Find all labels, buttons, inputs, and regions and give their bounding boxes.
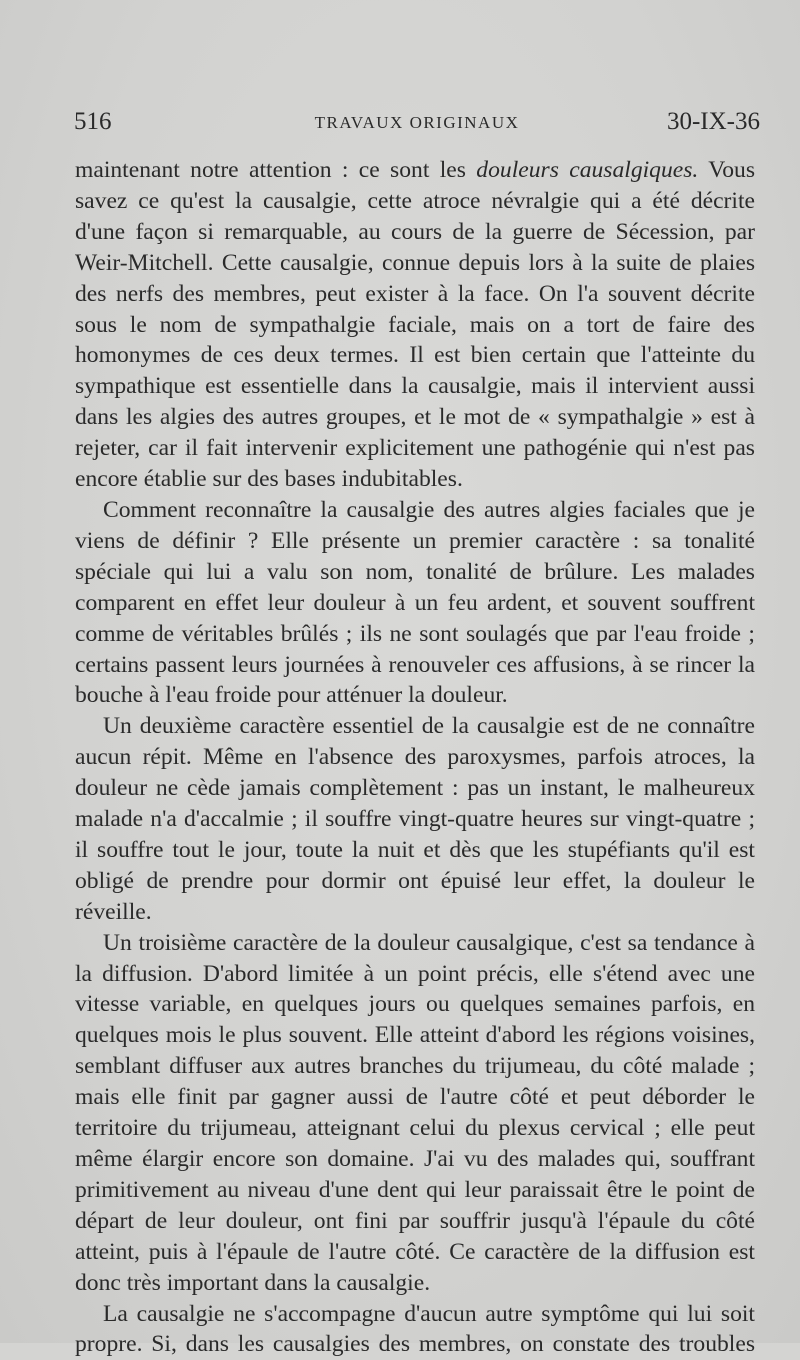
page-number: 516 — [74, 108, 112, 135]
paragraph-1-rest: Vous savez ce qu'est la causalgie, cette atroce névralgie qui a été décrite d'une façon si remarquable, au cours de la guerre de Sécession, par Weir-Mitchell. Cette causalgie, connue depuis lors à la suite de plaies des nerfs des membres, peut exister à la face. On l'a souvent décrite sous le nom de sympathalgie faciale, mais on a tort de faire des homonymes de ces deux termes. Il est bien certain que l'atteinte du sympathique est essentielle dans la causalgie, mais il intervient aussi dans les algies des autres groupes, et le mot de « sympathalgie » est à rejeter, car il fait intervenir explicitement une pathogénie qui n'est pas encore établie sur des bases indubitables. — [75, 157, 756, 493]
paragraph-5: La causalgie ne s'accompagne d'aucun autre symptôme qui lui soit propre. Si, dans les causalgies des membres, on constate des troubles — [75, 1300, 755, 1358]
issue-date: 30-IX-36 — [666, 108, 760, 135]
body-text — [75, 155, 755, 1360]
running-head — [74, 108, 760, 142]
paragraph-3: Un deuxième caractère essentiel de la causalgie est de ne connaître aucun répit. Même en l'absence des paroxysmes, parfois atroces, la douleur ne cède jamais complètement : pas un instant, le malheureux malade n'a d'accalmie ; il souffre vingt-quatre heures sur vingt-quatre ; il souffre tout le jour, toute la nuit et dès que les stupéfiants qu'il est obligé de prendre pour dormir ont épuisé leur effet, la douleur le réveille. — [75, 713, 755, 925]
paragraph-continued — [75, 155, 755, 495]
running-title: TRAVAUX ORIGINAUX — [314, 113, 520, 132]
paragraph-4: Un troisième caractère de la douleur causalgique, c'est sa tendance à la diffusion. D'abord limitée à un point précis, elle s'étend avec une vitesse variable, en quelques jours ou quelques semaines parfois, en quelques mois le plus souvent. Elle atteint d'abord les régions voisines, semblant diffuser aux autres branches du trijumeau, du côté malade ; mais elle finit par gagner aussi de l'autre côté et peut déborder le territoire du trijumeau, atteignant celui du plexus cervical ; elle peut même élargir encore son domaine. J'ai vu des malades qui, souffrant primitivement au niveau d'une dent qui leur paraissait être le point de départ de leur douleur, ont fini par souffrir jusqu'à l'épaule du côté atteint, puis à l'épaule de l'autre côté. Ce caractère de la diffusion est donc très important dans la causalgie. — [75, 929, 755, 1296]
paragraph-1-emphasis: douleurs causalgiques. — [476, 157, 699, 183]
paragraph-1-lead: maintenant notre attention : ce sont les — [75, 157, 477, 183]
paragraph-2: Comment reconnaître la causalgie des autres algies faciales que je viens de définir ? Elle présente un premier caractère : sa tonalité spéciale qui lui a valu son nom, tonalité de brûlure. Les malades comparent en effet leur douleur à un feu ardent, et souvent souffrent comme de véritables brûlés ; ils ne sont soulagés que par l'eau froide ; certains passent leurs journées à renouveler ces affusions, à se rincer la bouche à l'eau froide pour atténuer la douleur. — [75, 496, 755, 709]
